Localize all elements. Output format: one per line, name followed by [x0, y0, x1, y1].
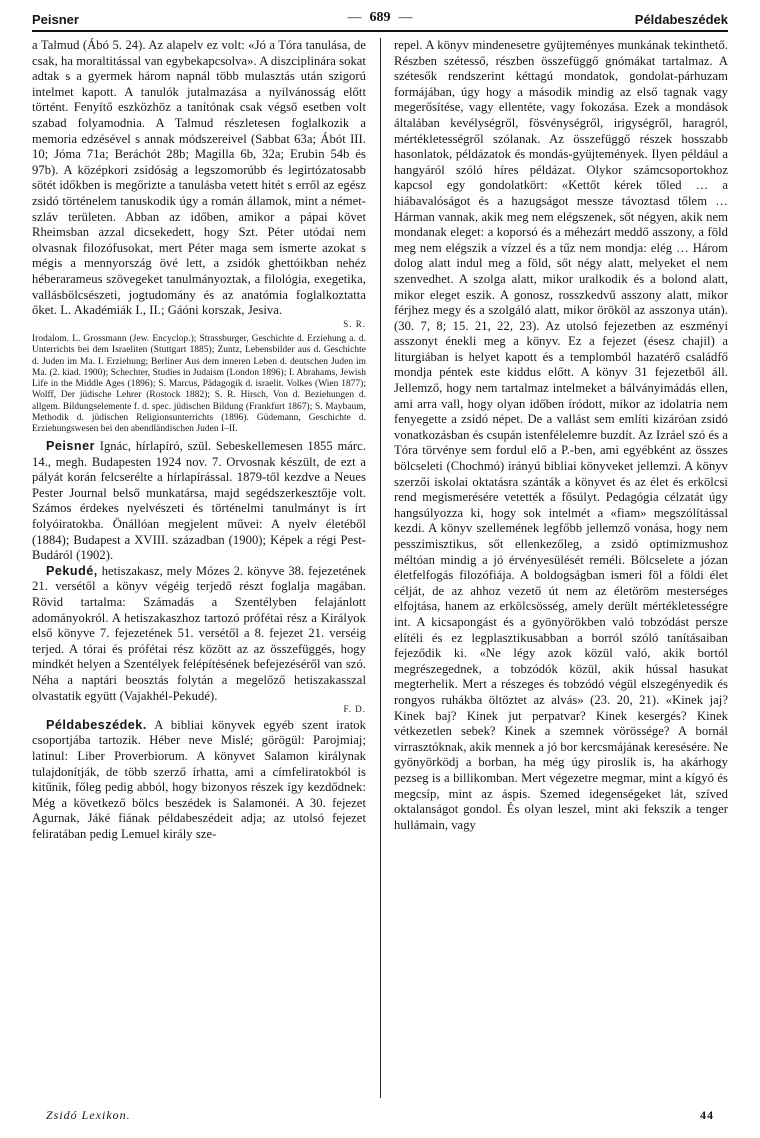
page-footer: [46, 1108, 714, 1126]
entry-peldabeszedek-head: Példabeszédek.: [46, 717, 147, 732]
entry-peisner: [32, 439, 366, 564]
talmud-signature: S. R.: [343, 318, 366, 329]
entry-pekude-head: Pekudé,: [46, 563, 98, 578]
page-number: 689: [369, 10, 391, 25]
literature-note: Irodalom. L. Grossmann (Jew. Encyclop.); Strassburger, Geschichte d. Erziehung a. d. Unterrichts bei dem Israeliten (Stuttgart 1885); Zuntz, Lebensbilder aus d. Geschichte d. Juden im Ma. I. Erziehung; Berliner Aus dem inneren Leben d. deutschen Juden im Ma. (2. kiad. 1900); Schechter, Studies in Judaism (London 1896); I. Abrahams, Jewish Life in the Middle Ages (1896); S. Marcus, Pädagogik d. israelit. Volkes (Wien 1877); Wolff, Der jüdische Lehrer (Rostock 1882); S. R. Hirsch, Von d. Beziehungen d. allgem. Bildungselemente f. d. spec. jüdischen Bildung (Frankfurt 1867); S. Maybaum, Methodik d. jüdischen Religionsunterrichts (1896). Güdemann, Geschichte d. Erziehungswesen bei den abendländischen Juden I–II.: [32, 334, 366, 434]
peldabeszedek-continuation: repel. A könyv mindenesetre gyüjteményes munkának tekinthető. Részben szétesső, részben összefüggő gnómákat tartalmaz. A szétesők rendszerint kéttagú mondatok, gondolat-párhuzam formájában, úgy hogy a második mindig az első tagnak vagy megerősítése, vagy ellentéte, vagy fokozása. Ezek a mondások általában kevélységről, fösvénységről, irigységről, haragról, mértékletességről szólanak. Az összefüggő részek hosszabb hasonlatok, példázatok és mondás-gyüjtemények. Ilyen például a hangyáról szóló híres példázat. Olykor számcsoportokhoz kapcsol egy gondolatkört: «Kettőt kérek tőled … a hiábavalóságot és a hazugságot messze távoztasd tőlem … Hárman vannak, akik meg nem elégszenek, sőt négyen, akik nem mondanak eleget: a koporsó és a méhezárt meddő asszony, a föld meg nem elégszik a vízzel és a tűz nem mondja: elég … Három dolog alatt indul meg a föld, sőt négy alatt, melyeket el nem szenvedhet. A szolga alatt, mikor uralkodik és a bolond alatt, mikor eleget eszik. A gonosz, rosszkedvű asszony alatt, mikor férjhez megy és a szolgáló alatt, mikor örököl az asszonya után). (30. 7, 8; 15. 21, 22, 23). Az utolsó fejezetben az eszményi asszonyt énekli meg a könyv. Ez a fejezet (ésesz chajil) a liturgiában is helyet kapott és a templomból hazatérő családfő mondja péntek este kiddus előtt. A könyv 31 fejezetből áll. Jellemző, hogy nem tartalmaz intelmeket a bálványimádás ellen, ami arra vall, hogy olyan időben íródott, mikor az idolatria nem fenyegette a zsidó népet. De a vallást sem említi kizáróan zsidó vonatkozásban és csupán istenfélelemre buzdít. Az Izráel szó és a Tóra törvénye sem fordul elő a P.-ben, ami egyébként az összes bölcseleti (Chochmó) irányú bibliai könyveket jellemzi. A könyv szerzői iskolai oktatásra szánták a könyvet és az élet és erkölcsi rend megismerésére vetették a fősúlyt. Pedagógia célzatát úgy hangsúlyozza ki, hogy sok intelmét a «fiam» megszólítással kezdi. A könyv szellemének legfőbb jellemző vonása, hogy nem pesszimisztikus, sőt ellenkezőleg, a zsidó optimizmushoz méltóan mindig a jó érvényesülését reméli. Bölcselete a józan életfelfogás filozófiája. A boldogságban ismeri föl a földi élet célját, de az ahhoz vezető út nem az életöröm mesterséges elfojtása, hanem az erkölcsösség, amely derült mértékletességre int. A kicsapongást és a gyönyörökben való tobzódást persze elítéli és ez legplasztikusabban a borról szóló tanításaiban fejeződik ki. «Ne légy azok közül való, akik bortól megrészegednek, a tobzódók közül, akik hússal hasukat megterhelik. Mert a részeges és tobzódó végül elszegényedik és rongyos ruhákba öltöztet az alvás» (23. 20, 21). «Kinek jaj? Kinek baj? Kinek jut perpatvar? Kinek kesergés? Kinek vétkezetlen sebek? Kinek a szemnek vörössége? A bornál virrasztóknak, akik mennek a jó bor kercsmájának keresésére. Ne gyönyörködj a borban, ha még úgy piroslik is, ha akárhogy pezseg is a billikomban. Mert végezetre megmar, mint a kígyó és megcsíp, mint az áspis. Szemed idegenségeket lát, szíved oktalanságot gondol. És olyan leszel, mint aki fekszik a tenger hullámain, vagy: [394, 38, 728, 832]
talmud-paragraph: a Talmud (Ábó 5. 24). Az alapelv ez volt: «Jó a Tóra tanulása, de csak, ha moraltitással van egybekapcsolva». A diszciplinára sokat adtak s a gyermek három napnál több mulasztás után szigorú intelmet kapott. A tanulók jutalmazása a nyilvánosság előtt történt. Fenyítő eszközhöz a tanítónak csak végső esetben volt szabad folyamodnia. A Talmud részletesen foglalkozik a memoria edzésével s annak módszereivel (Sabbat 63a; Ábót III. 10; Jóma 71a; Beráchót 28b; Magilla 6b, 32a; Erubin 54b és 97b). A középkori zsidóság a legszomorúbb és legirtózatosabb sötét időkben is megőrizte a tanulásba vetett hitét s erről az egész zsidó történelem tanuskodik úgy a román államok, mint a német-szláv területen. Abban az időben, amikor a pápai követ Rheimsban azzal dicsekedett, hogy Szt. Péter utódai nem olvasnak filozófusokat, mert Péter maga sem ismerte azokat s mégis a mennyország övé lett, a zsidók ghettóikban nehéz héberarameus szövegeket tanulmányoztak, a filológia, exegetika, vallásbölcsészeti, jogtudomány és az anatómia foglalkoztatta őket. L. Akadémiák I., II.; Gáóni korszak, Jesiva.: [32, 38, 366, 318]
pekude-signature: F. D.: [343, 704, 366, 715]
footer-sheet-number: 44: [700, 1108, 714, 1122]
left-column: [32, 38, 366, 1098]
entry-peldabeszedek-text: A bibliai könyvek egyéb szent iratok csoportjába tartozik. Héber neve Mislé; görögül: Parojmiaj; latinul: Liber Proverbiorum. A könyvet Salamon királynak tulajdonítják, de több szerző írhatta, ami a címfeliratokból is kitűnik, főleg pedig abból, hogy bizonyos részek így kezdődnek: Még a következő bölcs beszédek is Salamonéi. A 30. fejezet Agurnak, Jáké fiának példabeszédeit adja; az utolsó fejezet feliratában pedig Lemuel király sze-: [32, 717, 366, 841]
entry-peisner-text: Ignác, hírlapíró, szül. Sebeskellemesen 1855 márc. 14., megh. Budapesten 1924 nov. 7. Orvosnak készült, de ezt a pályát korán felcserélte a hírlapírással. 1879-től kezdve a Neues Pester Journal belső munkatársa, majd segédszerkesztője volt. Számos érdekes nyelvészeti és történelmi tanulmányt is írt folyóiratokba. Önállóan megjelent művei: A nyelv életéből (1884); Budapest a XVIII. században (1900); Képek a régi Pest-Budáról (1902).: [32, 439, 366, 563]
entry-pekude-text: hetiszakasz, mely Mózes 2. könyve 38. fejezetének 21. versétől a könyv végéig terjedő részt foglalja magában. Rövid tartalma: Számadás a Szentélyben felajánlott adományokról. A hetiszakaszhoz tartozó prófétai rész a Királyok első könyve 7. fejezetének 51. versétől a 8. fejezet 21. verséig terjed. A tórai és prófétai rész között az az összefüggés, hogy mindkét helyen a Szentélyek felépítésének befejezéséről van szó. Néha a naptári beosztás folytán a megelőző hetiszakasszal olvastatik együtt (Vajakhél-Pekudé).: [32, 563, 366, 703]
column-divider: [380, 38, 381, 1098]
page-header: [32, 6, 728, 28]
right-column: [394, 38, 728, 1098]
entry-pekude: [32, 564, 366, 704]
header-page-number: — 689 —: [347, 10, 413, 25]
header-left-keyword: Peisner: [32, 12, 79, 27]
entry-peisner-head: Peisner: [46, 439, 96, 454]
footer-publication: Zsidó Lexikon.: [46, 1108, 131, 1122]
header-right-keyword: Példabeszédek: [634, 12, 728, 27]
entry-peldabeszedek: [32, 718, 366, 843]
header-rule: [32, 30, 728, 32]
